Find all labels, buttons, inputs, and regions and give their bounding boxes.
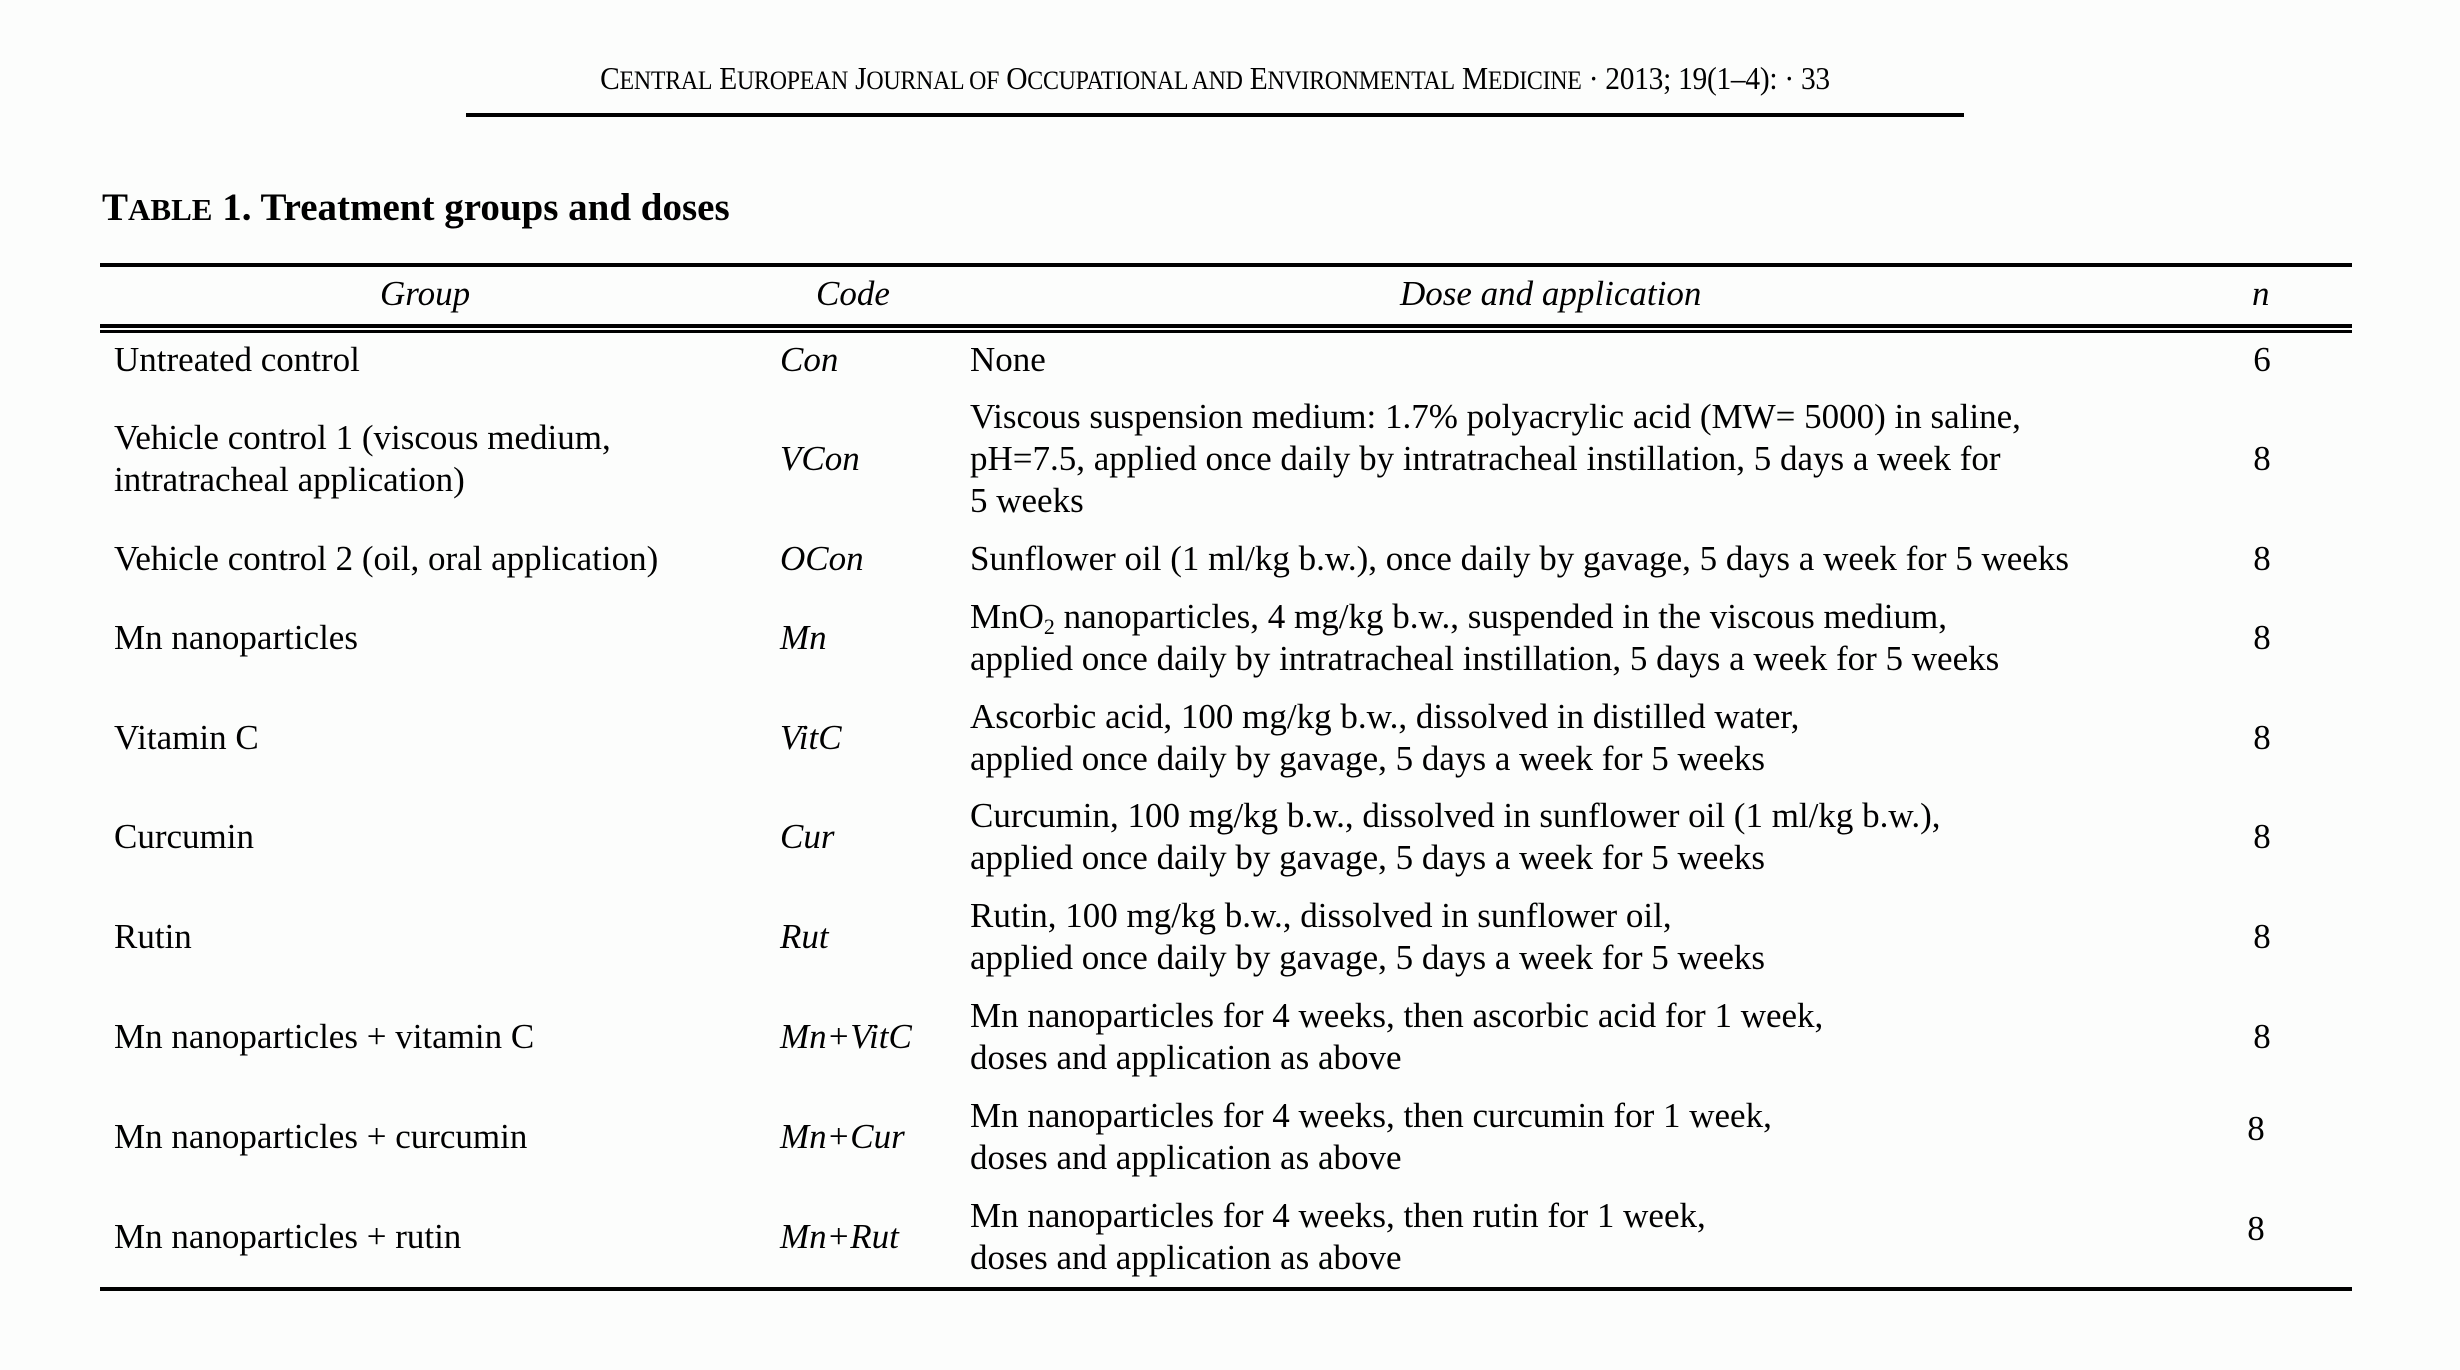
dose-cell: [970, 895, 1765, 979]
journal-word-cap: J: [855, 60, 867, 96]
code-cell: Mn+Cur: [780, 1117, 905, 1156]
table-header-rule-lower: [100, 330, 2352, 333]
header-rule: [466, 113, 1964, 117]
dose-cell: [970, 995, 1823, 1079]
group-cell: [114, 816, 254, 858]
n-cell: 8: [2253, 1017, 2271, 1056]
n-cell: 6: [2253, 340, 2271, 379]
dose-text: Mn nanoparticles for 4 weeks, then rutin for 1 week,: [970, 1196, 1706, 1235]
n-cell: 8: [2247, 1109, 2265, 1148]
group-cell: [114, 339, 360, 381]
n-cell: 8: [2253, 618, 2271, 657]
code-cell: VitC: [780, 718, 842, 757]
table-header-rule-upper: [100, 324, 2352, 328]
code-cell: Mn+Rut: [780, 1217, 899, 1256]
running-header: [526, 60, 1904, 97]
dose-text: doses and application as above: [970, 1038, 1402, 1077]
group-cell: [114, 617, 358, 659]
journal-name: [600, 60, 1581, 96]
column-header-code: Code: [816, 274, 890, 313]
dose-text: doses and application as above: [970, 1238, 1402, 1277]
group-text: Mn nanoparticles + vitamin C: [114, 1017, 535, 1056]
code-cell: OCon: [780, 539, 864, 578]
dose-cell: [970, 696, 1799, 780]
dose-text: Rutin, 100 mg/kg b.w., dissolved in sunflower oil,: [970, 896, 1672, 935]
journal-word-cap: E: [1249, 60, 1268, 96]
dose-text: pH=7.5, applied once daily by intratracheal instillation, 5 days a week for: [970, 439, 2001, 478]
code-cell: Rut: [780, 917, 829, 956]
table-top-rule: [100, 263, 2352, 267]
dose-text: 5 weeks: [970, 481, 1084, 520]
dose-cell: [970, 396, 2021, 522]
table-title: [102, 185, 730, 230]
group-cell: [114, 417, 611, 501]
dose-text: Curcumin, 100 mg/kg b.w., dissolved in sunflower oil (1 ml/kg b.w.),: [970, 796, 1941, 835]
table-label: [102, 186, 212, 229]
code-cell: Con: [780, 340, 839, 379]
dose-text: None: [970, 340, 1046, 379]
table-label-cap: T: [102, 186, 129, 229]
code-cell: VCon: [780, 439, 860, 478]
n-cell: 8: [2253, 439, 2271, 478]
journal-word-cap: C: [600, 60, 620, 96]
dose-text: Mn nanoparticles for 4 weeks, then ascorbic acid for 1 week,: [970, 996, 1824, 1035]
column-header-dose: Dose and application: [1400, 274, 1702, 313]
formula-subscript: 2: [1043, 614, 1055, 639]
journal-word-rest: ENTRAL: [619, 66, 713, 95]
dose-text: applied once daily by gavage, 5 days a week for 5 weeks: [970, 739, 1765, 778]
table-label-rest: ABLE: [128, 192, 213, 227]
journal-word-rest: OURNAL OF: [866, 66, 1000, 95]
group-text: Mn nanoparticles + curcumin: [114, 1117, 528, 1156]
group-text: Mn nanoparticles + rutin: [114, 1217, 462, 1256]
formula-text: MnO: [970, 597, 1044, 636]
dose-cell: [970, 339, 1046, 381]
n-cell: 8: [2247, 1209, 2265, 1248]
dose-text: Viscous suspension medium: 1.7% polyacrylic acid (MW= 5000) in saline,: [970, 397, 2021, 436]
journal-word-cap: E: [719, 60, 738, 96]
journal-word-rest: CCUPATIONAL AND: [1027, 66, 1243, 95]
group-text: Mn nanoparticles: [114, 618, 358, 657]
group-cell: [114, 538, 658, 580]
group-text: Vehicle control 1 (viscous medium,: [114, 418, 611, 457]
dose-cell: [970, 596, 1999, 680]
dose-cell: [970, 1095, 1772, 1179]
n-cell: 8: [2253, 539, 2271, 578]
n-cell: 8: [2253, 917, 2271, 956]
code-cell: Mn: [780, 618, 827, 657]
citation: · 2013; 19(1–4): · 33: [1581, 60, 1830, 96]
journal-word-rest: UROPEAN: [737, 66, 849, 95]
dose-text: Ascorbic acid, 100 mg/kg b.w., dissolved in distilled water,: [970, 697, 1800, 736]
code-cell: Cur: [780, 817, 835, 856]
dose-text: [970, 596, 1999, 638]
table-bottom-rule: [100, 1287, 2352, 1291]
group-text: intratracheal application): [114, 460, 465, 499]
dose-cell: [970, 1195, 1706, 1279]
group-text: Curcumin: [114, 817, 254, 856]
journal-word-cap: M: [1461, 60, 1488, 96]
column-header-n: n: [2252, 274, 2270, 313]
journal-word-cap: O: [1006, 60, 1028, 96]
table-caption: 1. Treatment groups and doses: [212, 186, 730, 229]
group-text: Rutin: [114, 917, 192, 956]
group-cell: [114, 1216, 461, 1258]
journal-word-rest: NVIRONMENTAL: [1267, 66, 1455, 95]
n-cell: 8: [2253, 718, 2271, 757]
dose-cell: [970, 795, 1941, 879]
dose-text: doses and application as above: [970, 1138, 1402, 1177]
dose-text: applied once daily by intratracheal instillation, 5 days a week for 5 weeks: [970, 639, 2000, 678]
column-header-group: Group: [380, 274, 471, 313]
journal-word-rest: EDICINE: [1487, 66, 1582, 95]
group-text: Untreated control: [114, 340, 360, 379]
group-cell: [114, 1116, 527, 1158]
group-cell: [114, 717, 259, 759]
dose-text: Sunflower oil (1 ml/kg b.w.), once daily by gavage, 5 days a week for 5 weeks: [970, 539, 2069, 578]
dose-text: applied once daily by gavage, 5 days a week for 5 weeks: [970, 938, 1765, 977]
n-cell: 8: [2253, 817, 2271, 856]
group-cell: [114, 1016, 534, 1058]
group-text: Vehicle control 2 (oil, oral application): [114, 539, 659, 578]
dose-cell: [970, 538, 2069, 580]
dose-text-rest: nanoparticles, 4 mg/kg b.w., suspended in the viscous medium,: [1054, 597, 1947, 636]
group-cell: [114, 916, 192, 958]
code-cell: Mn+VitC: [780, 1017, 912, 1056]
group-text: Vitamin C: [114, 718, 259, 757]
dose-text: Mn nanoparticles for 4 weeks, then curcumin for 1 week,: [970, 1096, 1772, 1135]
dose-text: applied once daily by gavage, 5 days a week for 5 weeks: [970, 838, 1765, 877]
